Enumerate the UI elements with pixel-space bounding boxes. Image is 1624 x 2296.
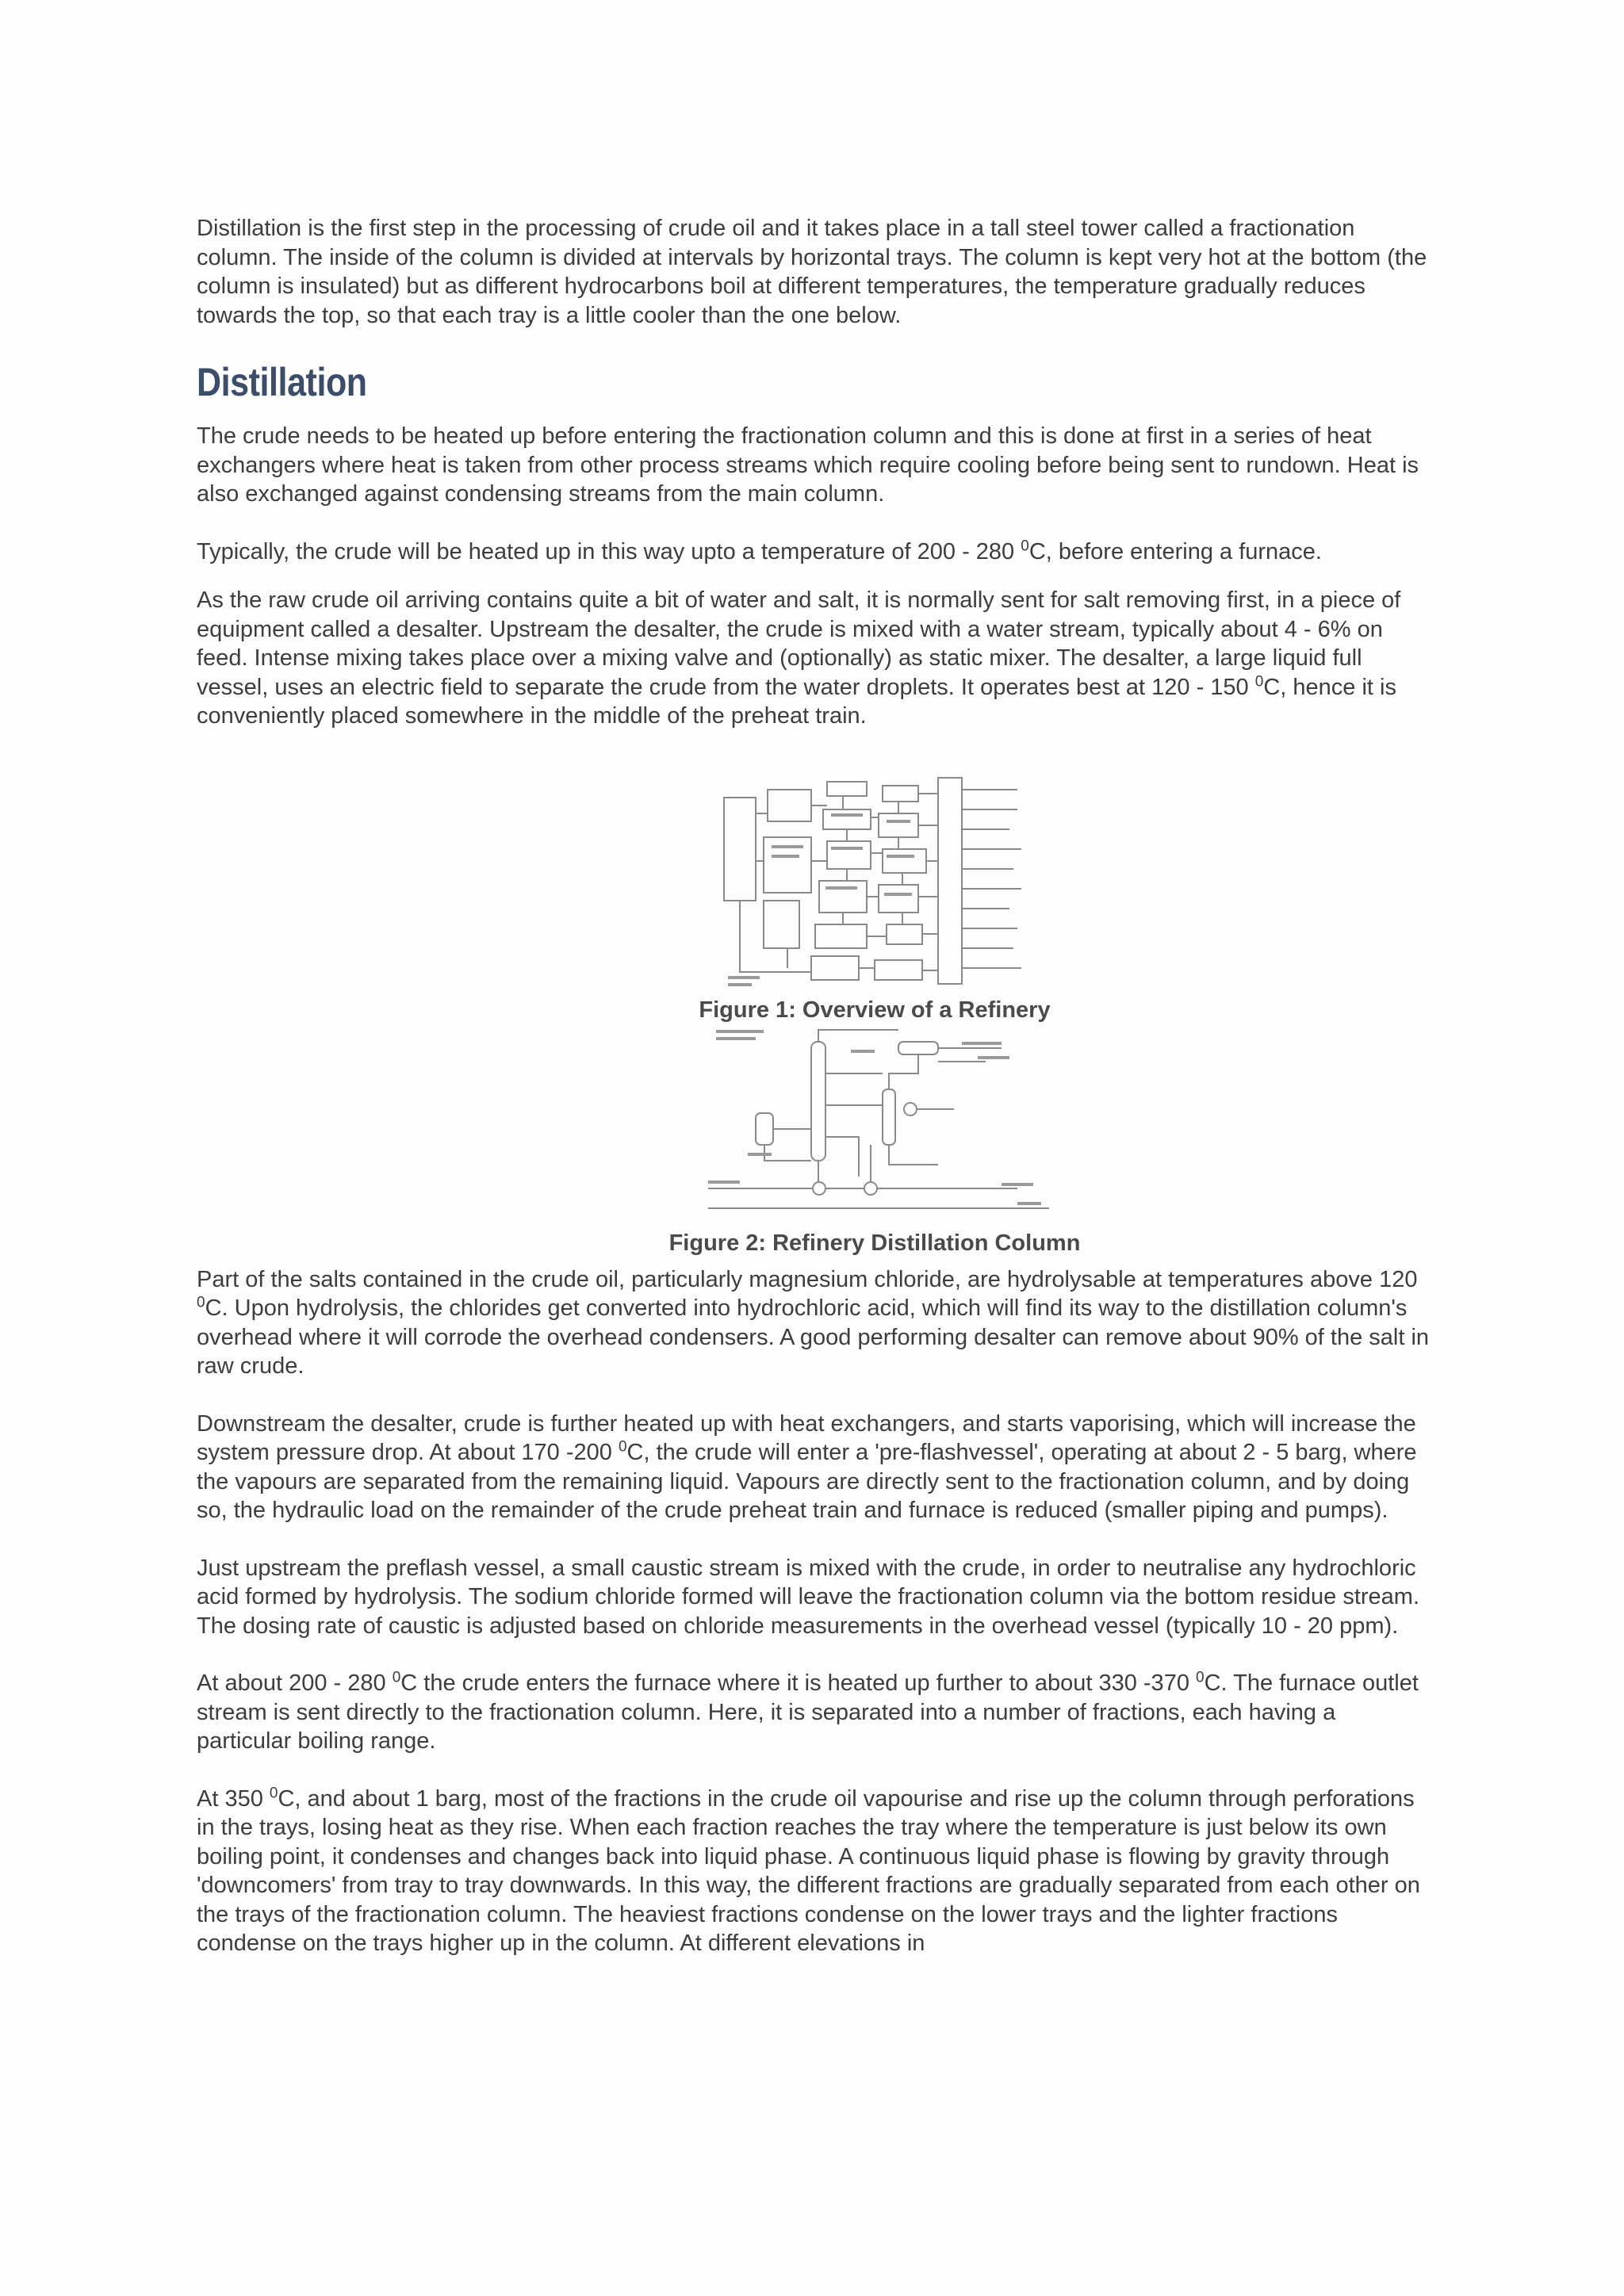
document-page (197, 214, 1434, 1958)
intro-paragraph: Distillation is the first step in the processing of crude oil and it takes place in a tall steel tower called a fractionation column. The inside of the column is divided at intervals by horizontal trays. The column is kept very hot at the bottom (the column is insulated) but as different hydrocarbons boil at different temperatures, the temperature gradually reduces towards the top, so that each tray is a little cooler than the one below. (197, 216, 1427, 328)
paragraph-hydrolysis: Part of the salts contained in the crude oil, particularly magnesium chloride, are hydrolysable at temperatures above 120 $^0$C. Upon hydrolysis, the chlorides get converted into hydrochloric acid, which will find its way to the distillation column's overhead where it will corrode the overhead condensers. A good performing desalter can remove about 90% of the salt in raw crude. (197, 1266, 1430, 1379)
distillation-column-diagram (700, 1026, 1049, 1224)
paragraph-preflash: Downstream the desalter, crude is further heated up with heat exchangers, and starts vaporising, which will increase the system pressure drop. At about 170 -200 $^0$C, the crude will enter a 'pre-flashvessel', operating at about 2 - 5 barg, where the vapours are separated from the remaining liquid. Vapours are directly sent to the fractionation column, and by doing so, the hydraulic load on the remainder of the crude preheat train and furnace is reduced (smaller piping and pumps). (197, 1410, 1417, 1523)
paragraph-caustic: Just upstream the preflash vessel, a small caustic stream is mixed with the crude, in order to neutralise any hydrochloric acid formed by hydrolysis. The sodium chloride formed will leave the fractionation column via the bottom residue stream. The dosing rate of caustic is adjusted based on chloride measurements in the overhead vessel (typically 10 - 20 ppm). (197, 1555, 1420, 1639)
figure-2-caption: Figure 2: Refinery Distillation Column (668, 1230, 1081, 1256)
section-heading: Distillation (197, 360, 367, 404)
paragraph-desalter: As the raw crude oil arriving contains quite a bit of water and salt, it is normally sent for salt removing first, in a piece of equipment called a desalter. Upstream the desalter, the crude is mixed with a water stream, typically about 4 - 6% on feed. Intense mixing takes place over a mixing valve and (optionally) as static mixer. The desalter, a large liquid full vessel, uses an electric field to separate the crude from the water droplets. It operates best at 120 - 150 $^0$C, hence it is conveniently placed somewhere in the middle of the preheat train. (197, 587, 1401, 729)
refinery-overview-diagram (716, 766, 1033, 996)
figure-1-caption: Figure 1: Overview of a Refinery (699, 997, 1051, 1023)
paragraph-fractions: At 350 $^0$C, and about 1 barg, most of the fractions in the crude oil vapourise and rise up the column through perforations in the trays, losing heat as they rise. When each fraction reaches the tray where the temperature is just below its own boiling point, it condenses and changes back into liquid phase. A continuous liquid phase is flowing by gravity through 'downcomers' from tray to tray downwards. In this way, the different fractions are gradually separated from each other on the trays of the fractionation column. The heaviest fractions condense on the lower trays and the lighter fractions condense on the trays higher up in the column. At different elevations in (197, 1784, 1420, 1956)
figure-2 (649, 1026, 1101, 1257)
figure-1 (649, 766, 1101, 1024)
paragraph-furnace: At about 200 - 280 $^0$C the crude enters the furnace where it is heated up further to about 330 -370 $^0$C. The furnace outlet stream is sent directly to the fractionation column. Here, it is separated into a number of fractions, each having a particular boiling range. (197, 1669, 1419, 1754)
paragraph-crude-temperature: Typically, the crude will be heated up in this way upto a temperature of 200 - 280 $^0$C, before entering a furnace. (197, 537, 1322, 564)
paragraph-preheat: The crude needs to be heated up before entering the fractionation column and this is done at first in a series of heat exchangers where heat is taken from other process streams which require cooling before being sent to rundown. Heat is also exchanged against condensing streams from the main column. (197, 423, 1419, 507)
